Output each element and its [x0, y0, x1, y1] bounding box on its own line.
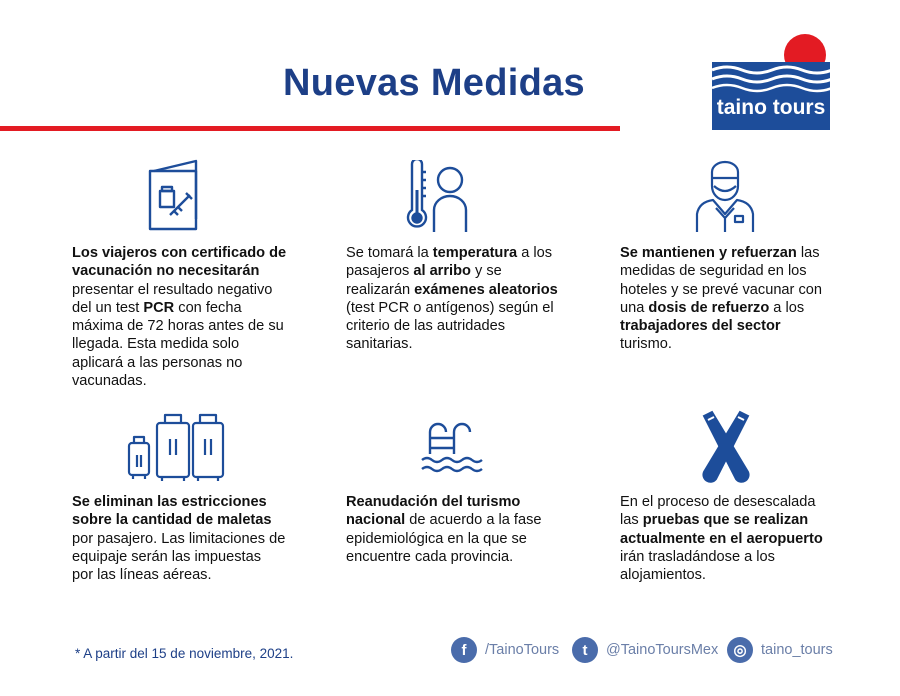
- measure-text-bold: trabajadores del sector: [620, 318, 781, 335]
- measure-vaccination: [72, 244, 292, 390]
- masked-worker-icon: [694, 160, 756, 234]
- social-facebook[interactable]: [451, 636, 559, 664]
- measure-text-bold: dosis de refuerzo: [648, 299, 770, 316]
- footnote: * A partir del 15 de noviembre, 2021.: [75, 646, 294, 661]
- measure-luggage: [72, 493, 286, 584]
- taino-tours-logo: [712, 34, 830, 130]
- vaccination-certificate-icon: [148, 157, 204, 233]
- thermometer-person-icon: [404, 160, 468, 234]
- measure-text-bold: Reanudación del turismo nacional: [346, 494, 521, 529]
- measure-text: y se realizarán: [346, 263, 502, 298]
- measure-text: turismo.: [620, 336, 672, 353]
- measure-text: a los: [769, 299, 805, 316]
- twitter-icon: t: [572, 637, 598, 663]
- measure-text: a los pasajeros: [346, 245, 553, 280]
- measure-text-bold: pruebas que se realizan actualmente en el aeropuerto: [620, 512, 823, 547]
- measure-text-bold: al arribo: [413, 263, 471, 280]
- measure-text: irán trasladándose a los alojamientos.: [620, 548, 775, 584]
- logo-badge: [712, 62, 830, 130]
- logo-text: taino tours: [716, 96, 826, 119]
- title-divider: [0, 126, 620, 131]
- measure-text: Se tomará la: [346, 245, 433, 261]
- facebook-handle: /TainoTours: [485, 642, 560, 658]
- test-tubes-icon: [698, 410, 754, 486]
- luggage-icon: [127, 411, 225, 483]
- instagram-handle: taino_tours: [761, 642, 833, 658]
- measure-text-bold: exámenes aleatorios: [414, 281, 558, 298]
- measure-text: las medidas de seguridad en los hoteles y se prevé vacunar con una: [620, 245, 822, 316]
- measure-text: En el proceso de desescalada las: [620, 494, 816, 529]
- swimming-pool-icon: [420, 418, 484, 474]
- measure-temperature: [346, 244, 558, 354]
- measure-text: de acuerdo a la fase epidemiológica en la que se encuentre cada provincia.: [346, 512, 542, 565]
- measure-national-tourism: [346, 493, 556, 566]
- measure-text: presentar el resultado negativo del un test: [72, 281, 273, 316]
- measure-text-bold: Los viajeros con certificado de vacunación no necesitarán: [72, 245, 287, 280]
- measure-text-bold: Se eliminan las estricciones sobre la cantidad de maletas: [72, 494, 272, 529]
- measure-text: (test PCR o antígenos) según el criterio de las autridades sanitarias.: [346, 299, 554, 353]
- measure-airport-tests: [620, 493, 832, 584]
- measure-text: con fecha máxima de 72 horas antes de su llegada. Esta medida solo aplicará a las personas no vacunadas.: [72, 299, 284, 390]
- instagram-icon: ◎: [727, 637, 753, 663]
- page-title: Nuevas Medidas: [283, 62, 585, 104]
- twitter-handle: @TainoToursMex: [606, 642, 719, 658]
- measure-text-bold: Se mantienen y refuerzan: [620, 245, 797, 261]
- facebook-icon: f: [451, 637, 477, 663]
- social-instagram[interactable]: [727, 636, 833, 664]
- social-twitter[interactable]: [572, 636, 718, 664]
- measure-text-bold: PCR: [143, 299, 175, 316]
- measure-text-bold: temperatura: [432, 245, 518, 261]
- measure-text: por pasajero. Las limitaciones de equipaje serán las impuestas por las líneas aéreas.: [72, 530, 286, 584]
- measure-hotel-safety: [620, 244, 832, 354]
